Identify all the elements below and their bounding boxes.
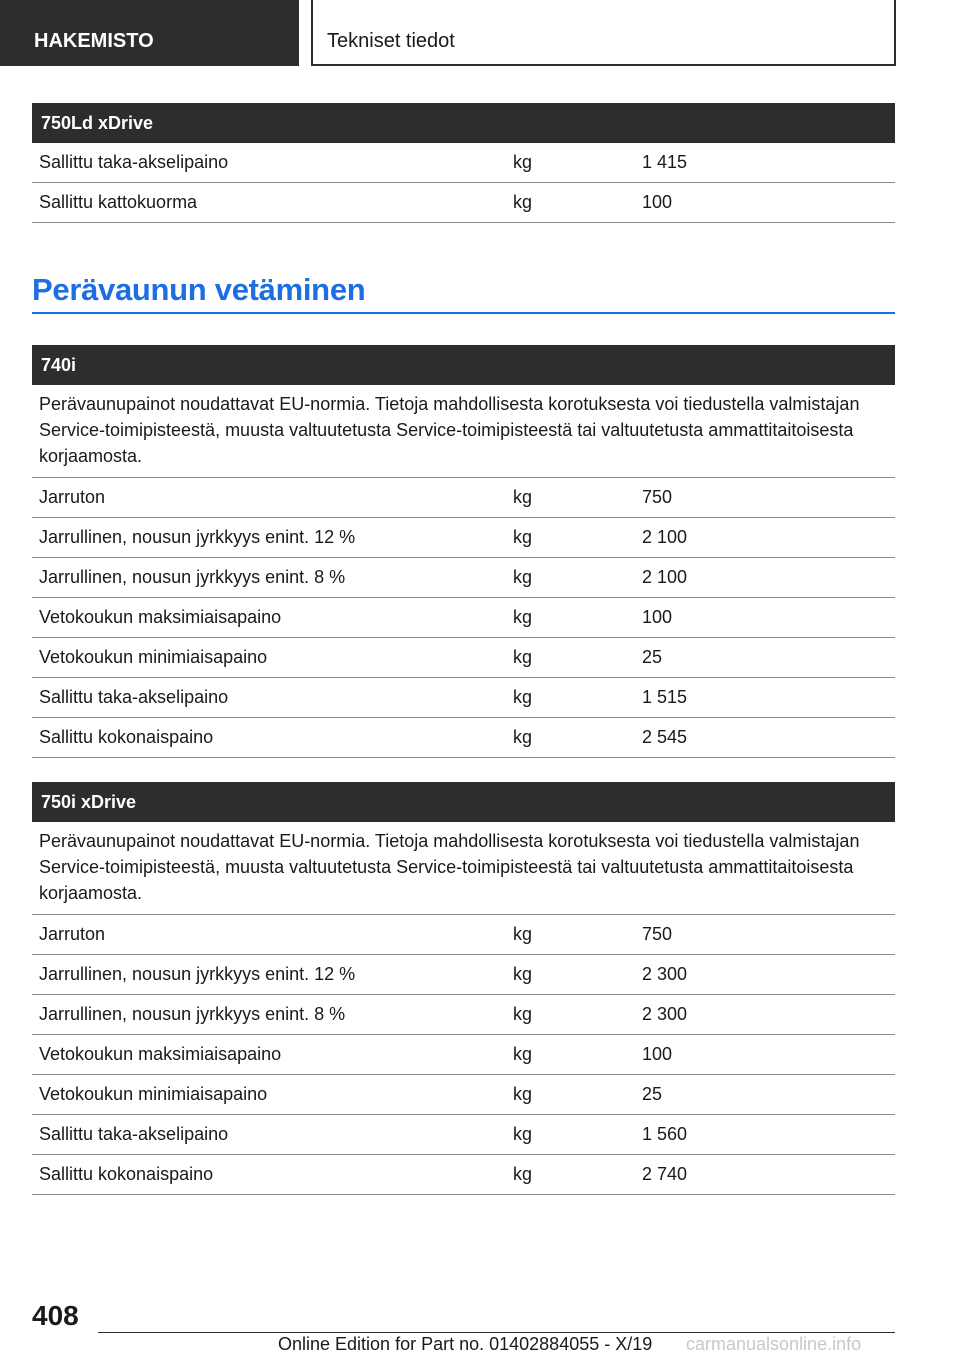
row-value: 2 300	[642, 964, 688, 984]
row-label: Jarrullinen, nousun jyrkkyys enint. 8 %	[39, 567, 346, 587]
table-row	[32, 598, 895, 638]
row-label: Vetokoukun minimiaisapaino	[39, 647, 268, 667]
row-label: Sallittu kattokuorma	[39, 192, 198, 212]
table-row	[32, 995, 895, 1035]
row-label: Jarruton	[39, 487, 106, 507]
table-note: Perävaunupainot noudattavat EU-normia. Tietoja mahdollisesta korotuksesta voi tiedustella valmistajan Service-toimipisteestä, muusta valtuutetusta Service-toimipisteestä tai valtuutetusta ammattitaitoisesta korjaamosta.	[32, 822, 895, 915]
table-row	[32, 143, 895, 183]
row-label: Sallittu kokonaispaino	[39, 727, 214, 747]
row-value: 25	[642, 1084, 663, 1104]
table-title: 750Ld xDrive	[32, 103, 895, 143]
row-value: 2 300	[642, 1004, 688, 1024]
row-value: 2 740	[642, 1164, 688, 1184]
row-label: Jarrullinen, nousun jyrkkyys enint. 8 %	[39, 1004, 346, 1024]
row-label: Vetokoukun maksimiaisapaino	[39, 1044, 282, 1064]
row-unit: kg	[513, 1044, 533, 1064]
table-row	[32, 558, 895, 598]
section-tab-label: Tekniset tiedot	[327, 30, 455, 52]
row-value: 100	[642, 607, 673, 627]
row-unit: kg	[513, 487, 533, 507]
page-footer	[0, 1290, 960, 1362]
index-tab[interactable]	[0, 0, 299, 66]
table-row	[32, 638, 895, 678]
table-row	[32, 718, 895, 758]
row-label: Sallittu taka-akselipaino	[39, 687, 229, 707]
row-value: 1 560	[642, 1124, 688, 1144]
row-label: Jarruton	[39, 924, 106, 944]
table-row	[32, 478, 895, 518]
row-unit: kg	[513, 192, 533, 212]
table-row	[32, 183, 895, 223]
table-row	[32, 1035, 895, 1075]
row-unit: kg	[513, 527, 533, 547]
row-value: 2 545	[642, 727, 688, 747]
table-row	[32, 915, 895, 955]
row-value: 100	[642, 192, 673, 212]
row-label: Vetokoukun minimiaisapaino	[39, 1084, 268, 1104]
section-heading: Perävaunun vetäminen	[32, 268, 895, 314]
edition-text: Online Edition for Part no. 01402884055 - X/19	[278, 1334, 653, 1354]
row-value: 2 100	[642, 527, 688, 547]
row-unit: kg	[513, 567, 533, 587]
table-row	[32, 955, 895, 995]
row-value: 1 515	[642, 687, 688, 707]
row-value: 1 415	[642, 152, 688, 172]
top-navigation-bar	[0, 0, 960, 66]
page-number: 408	[32, 1300, 79, 1331]
table-row	[32, 1115, 895, 1155]
spec-table-750ld	[32, 103, 895, 223]
row-value: 750	[642, 924, 673, 944]
row-unit: kg	[513, 1164, 533, 1184]
row-label: Vetokoukun maksimiaisapaino	[39, 607, 282, 627]
row-value: 25	[642, 647, 663, 667]
row-unit: kg	[513, 687, 533, 707]
row-label: Jarrullinen, nousun jyrkkyys enint. 12 %	[39, 527, 356, 547]
row-label: Jarrullinen, nousun jyrkkyys enint. 12 %	[39, 964, 356, 984]
table-title: 740i	[32, 345, 895, 385]
row-value: 2 100	[642, 567, 688, 587]
row-value: 100	[642, 1044, 673, 1064]
section-tab[interactable]	[311, 0, 896, 66]
row-unit: kg	[513, 727, 533, 747]
spec-table-750i	[32, 782, 895, 1195]
index-tab-label: HAKEMISTO	[34, 29, 154, 52]
row-label: Sallittu taka-akselipaino	[39, 1124, 229, 1144]
row-unit: kg	[513, 964, 533, 984]
table-note: Perävaunupainot noudattavat EU-normia. Tietoja mahdollisesta korotuksesta voi tiedustella valmistajan Service-toimipisteestä, muusta valtuutetusta Service-toimipisteestä tai valtuutetusta ammattitaitoisesta korjaamosta.	[32, 385, 895, 478]
row-unit: kg	[513, 1124, 533, 1144]
table-row	[32, 1075, 895, 1115]
row-unit: kg	[513, 924, 533, 944]
row-unit: kg	[513, 1004, 533, 1024]
footer-divider	[98, 1332, 895, 1333]
row-unit: kg	[513, 1084, 533, 1104]
row-label: Sallittu taka-akselipaino	[39, 152, 229, 172]
row-unit: kg	[513, 647, 533, 667]
table-row	[32, 678, 895, 718]
row-unit: kg	[513, 607, 533, 627]
watermark-text: carmanualsonline.info	[686, 1334, 862, 1354]
table-title: 750i xDrive	[32, 782, 895, 822]
table-row	[32, 518, 895, 558]
row-unit: kg	[513, 152, 533, 172]
spec-table-740i	[32, 345, 895, 758]
row-label: Sallittu kokonaispaino	[39, 1164, 214, 1184]
table-row	[32, 1155, 895, 1195]
row-value: 750	[642, 487, 673, 507]
